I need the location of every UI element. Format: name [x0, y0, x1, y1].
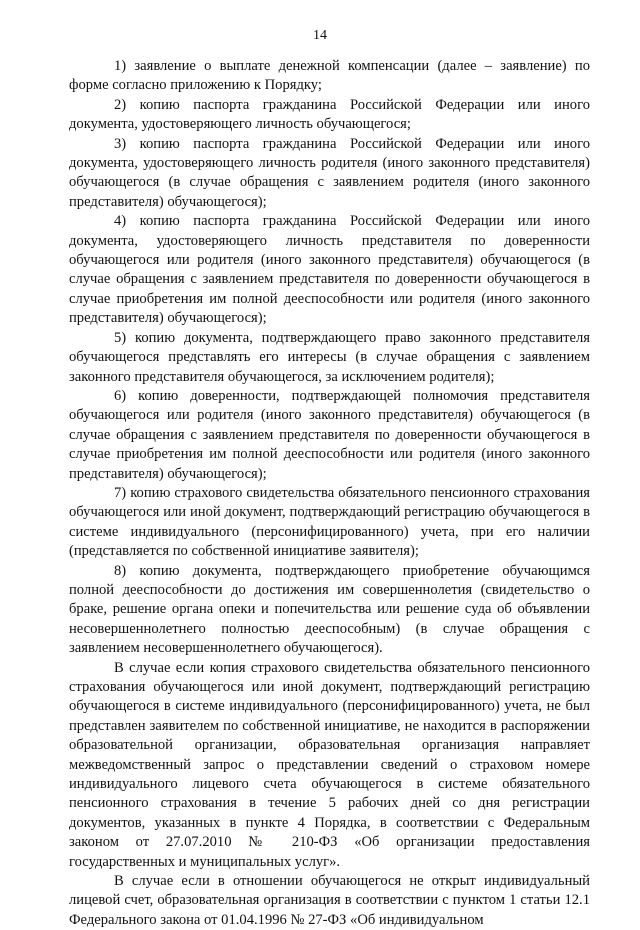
list-item-power-of-attorney: 6) копию доверенности, подтверждающей полномочия представителя обучающегося или родителя (иного законного представителя) обучающегося (в случае обращения с заявлением представителя по доверенности обучающегося в случае приобретения им полной дееспособности или родителя (иного законного представителя) обучающегося);	[69, 387, 590, 482]
list-item-parent-passport: 3) копию паспорта гражданина Российской Федерации или иного документа, удостоверяющего личность родителя (иного законного представителя) обучающегося (в случае обращения с заявлением родителя (иного законного представителя) обучающегося);	[69, 135, 590, 210]
paragraph-personal-account: В случае если в отношении обучающегося не открыт индивидуальный лицевой счет, образовательная организация в соответствии с пунктом 1 статьи 12.1 Федерального закона от 01.04.1996 № 27-ФЗ «Об индивидуальном	[69, 873, 590, 928]
paragraph-interagency-request: В случае если копия страхового свидетельства обязательного пенсионного страхования обучающегося или иной документ, подтверждающий регистрацию обучающегося в системе индивидуального (персонифицированного) учета, не был представлен заявителем по собственной инициативе, не находится в распоряжении образовательной организации, образовательная организация направляет межведомственный запрос о представлении сведений о страховом номере индивидуального лицевого счета обучающегося в системе обязательного пенсионного страхования в течение 5 рабочих дней со дня регистрации документов, указанных в пункте 4 Порядка, в соответствии с Федеральным законом от 27.07.2010 № 210-ФЗ «Об организации предоставления государственных и муниципальных услуг».	[69, 659, 590, 870]
list-item-legal-rep-document: 5) копию документа, подтверждающего право законного представителя обучающегося представлять его интересы (в случае обращения с заявлением законного представителя обучающегося, за исключением родителя);	[69, 329, 590, 385]
document-body	[69, 57, 590, 930]
page-number: 14	[313, 28, 327, 43]
list-item-student-passport: 2) копию паспорта гражданина Российской Федерации или иного документа, удостоверяющего личность обучающегося;	[69, 96, 590, 133]
list-item-application: 1) заявление о выплате денежной компенсации (далее – заявление) по форме согласно приложению к Порядку;	[69, 58, 590, 94]
list-item-proxy-passport: 4) копию паспорта гражданина Российской Федерации или иного документа, удостоверяющего личность представителя по доверенности обучающегося или родителя (иного законного представителя) обучающегося (в случае обращения с заявлением представителя по доверенности обучающегося в случае приобретения им полной дееспособности или родителя (иного законного представителя) обучающегося);	[69, 213, 590, 327]
list-item-pension-certificate: 7) копию страхового свидетельства обязательного пенсионного страхования обучающегося или иной документ, подтверждающий регистрацию обучающегося в системе индивидуального (персонифицированного) учета, при его наличии (представляется по собственной инициативе заявителя);	[69, 484, 590, 560]
list-item-legal-capacity-document: 8) копию документа, подтверждающего приобретение обучающимся полной дееспособности до достижения им совершеннолетия (свидетельство о браке, решение органа опеки и попечительства или решение суда об объявлении несовершеннолетнего полностью дееспособным) (в случае обращения с заявлением несовершеннолетнего обучающегося).	[69, 562, 590, 657]
